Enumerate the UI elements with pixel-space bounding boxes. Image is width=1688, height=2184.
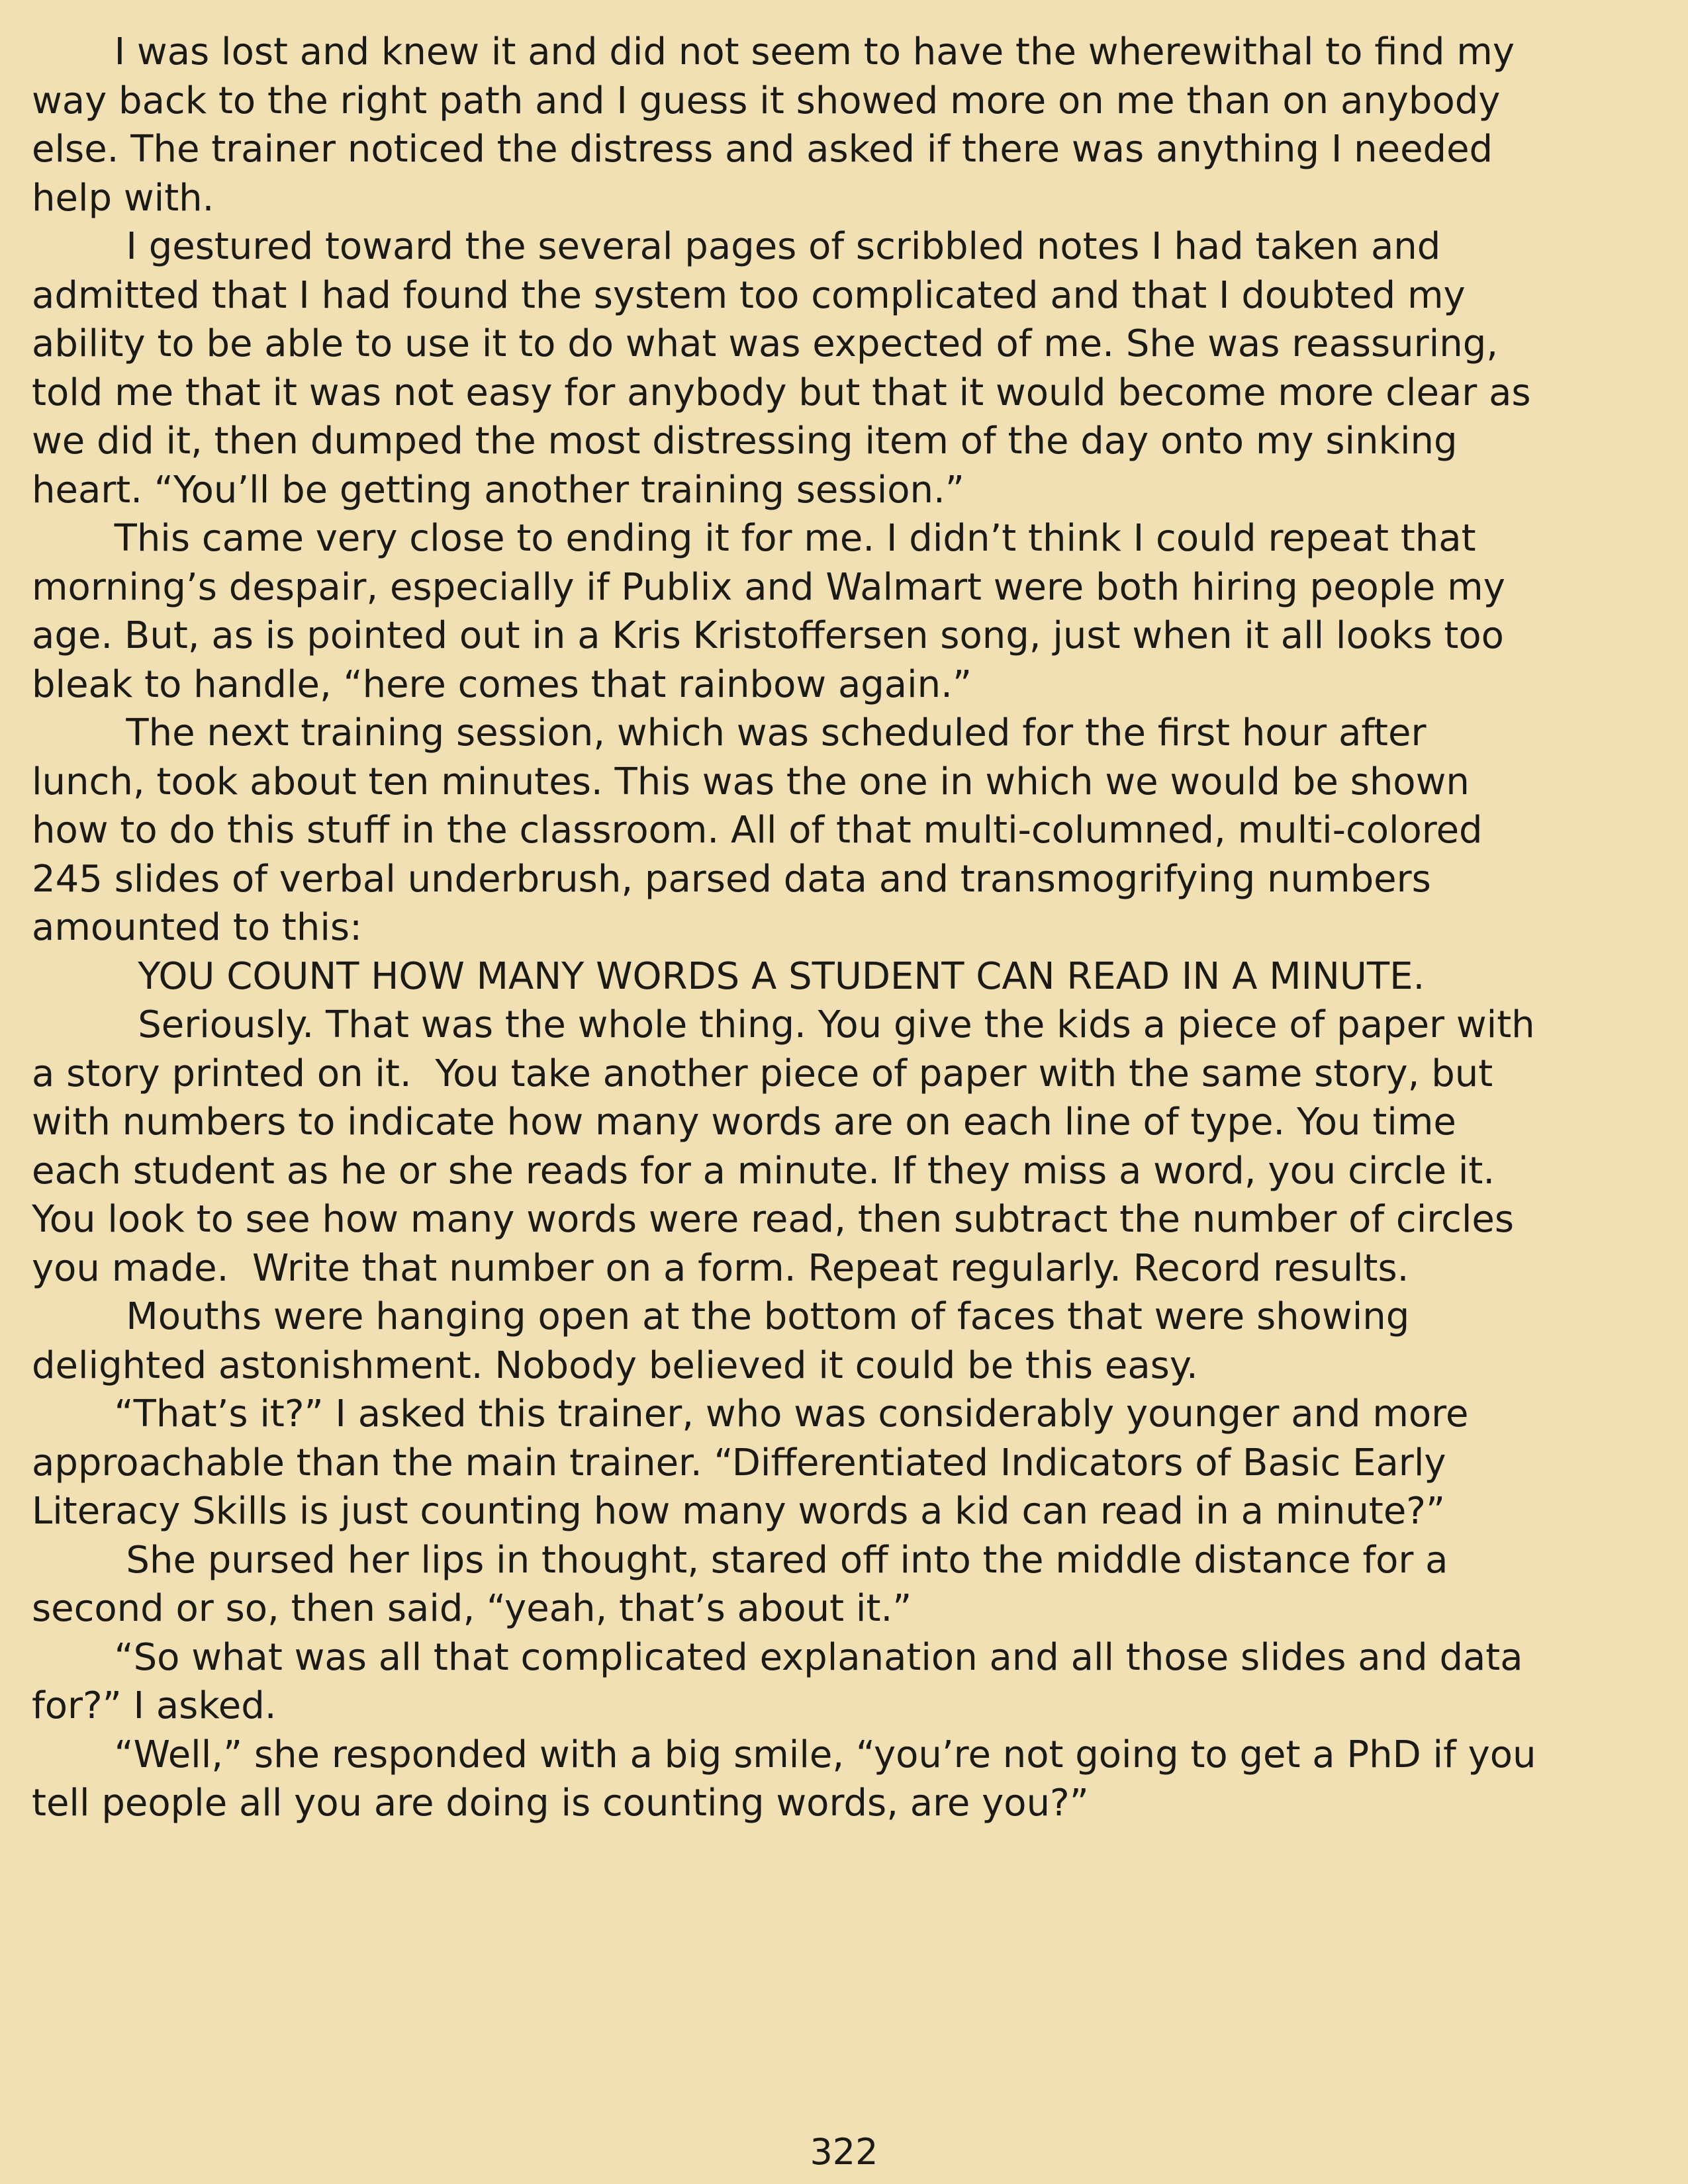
text-line: lunch, took about ten minutes. This was the one in which we would be shown — [32, 760, 1470, 803]
text-line: I gestured toward the several pages of scribbled notes I had taken and — [32, 225, 1441, 268]
text-line: approachable than the main trainer. “Differentiated Indicators of Basic Early — [32, 1441, 1446, 1484]
text-line: each student as he or she reads for a minute. If they miss a word, you circle it. — [32, 1149, 1495, 1193]
text-line: second or so, then said, “yeah, that’s about it.” — [32, 1587, 912, 1630]
text-line: YOU COUNT HOW MANY WORDS A STUDENT CAN READ IN A MINUTE. — [32, 954, 1425, 998]
text-line: tell people all you are doing is counting words, are you?” — [32, 1782, 1089, 1825]
text-line: ability to be able to use it to do what was expected of me. She was reassuring, — [32, 322, 1499, 365]
text-line: “That’s it?” I asked this trainer, who was considerably younger and more — [32, 1392, 1469, 1435]
text-line: delighted astonishment. Nobody believed it could be this easy. — [32, 1343, 1198, 1387]
text-line: bleak to handle, “here comes that rainbow again.” — [32, 662, 972, 706]
text-line: with numbers to indicate how many words are on each line of type. You time — [32, 1101, 1456, 1144]
text-line: Mouths were hanging open at the bottom of faces that were showing — [32, 1295, 1410, 1338]
text-line: you made. Write that number on a form. Repeat regularly. Record results. — [32, 1246, 1409, 1290]
text-line: Literacy Skills is just counting how many words a kid can read in a minute?” — [32, 1490, 1446, 1533]
text-line: age. But, as is pointed out in a Kris Kristoffersen song, just when it all looks too — [32, 614, 1504, 657]
text-line: heart. “You’ll be getting another training session.” — [32, 468, 964, 512]
text-line: “So what was all that complicated explanation and all those slides and data — [32, 1635, 1523, 1679]
text-line: told me that it was not easy for anybody but that it would become more clear as — [32, 371, 1531, 414]
text-line: “Well,” she responded with a big smile, “you’re not going to get a PhD if you — [32, 1733, 1536, 1776]
text-line: way back to the right path and I guess it showed more on me than on anybody — [32, 79, 1501, 122]
text-line: This came very close to ending it for me. I didn’t think I could repeat that — [32, 517, 1476, 560]
text-line: amounted to this: — [32, 906, 362, 949]
text-line: we did it, then dumped the most distressing item of the day onto my sinking — [32, 420, 1458, 463]
text-line: I was lost and knew it and did not seem to have the wherewithal to find my — [32, 30, 1515, 73]
body-text — [32, 28, 1660, 1828]
text-line: else. The trainer noticed the distress and asked if there was anything I needed — [32, 128, 1493, 171]
text-line: Seriously. That was the whole thing. You give the kids a piece of paper with — [32, 1003, 1535, 1046]
text-line: how to do this stuff in the classroom. All of that multi-columned, multi-colored — [32, 809, 1483, 852]
text-line: help with. — [32, 176, 214, 220]
text-line: a story printed on it. You take another piece of paper with the same story, but — [32, 1052, 1493, 1095]
text-line: morning’s despair, especially if Publix and Walmart were both hiring people my — [32, 565, 1505, 609]
text-line: The next training session, which was scheduled for the first hour after — [32, 711, 1427, 754]
text-line: You look to see how many words were read, then subtract the number of circles — [32, 1198, 1515, 1241]
text-line: She pursed her lips in thought, stared off into the middle distance for a — [32, 1538, 1448, 1582]
text-line: admitted that I had found the system too complicated and that I doubted my — [32, 273, 1466, 317]
page-number: 322 — [810, 2131, 878, 2173]
text-line: 245 slides of verbal underbrush, parsed data and transmogrifying numbers — [32, 857, 1431, 901]
text-line: for?” I asked. — [32, 1684, 277, 1727]
